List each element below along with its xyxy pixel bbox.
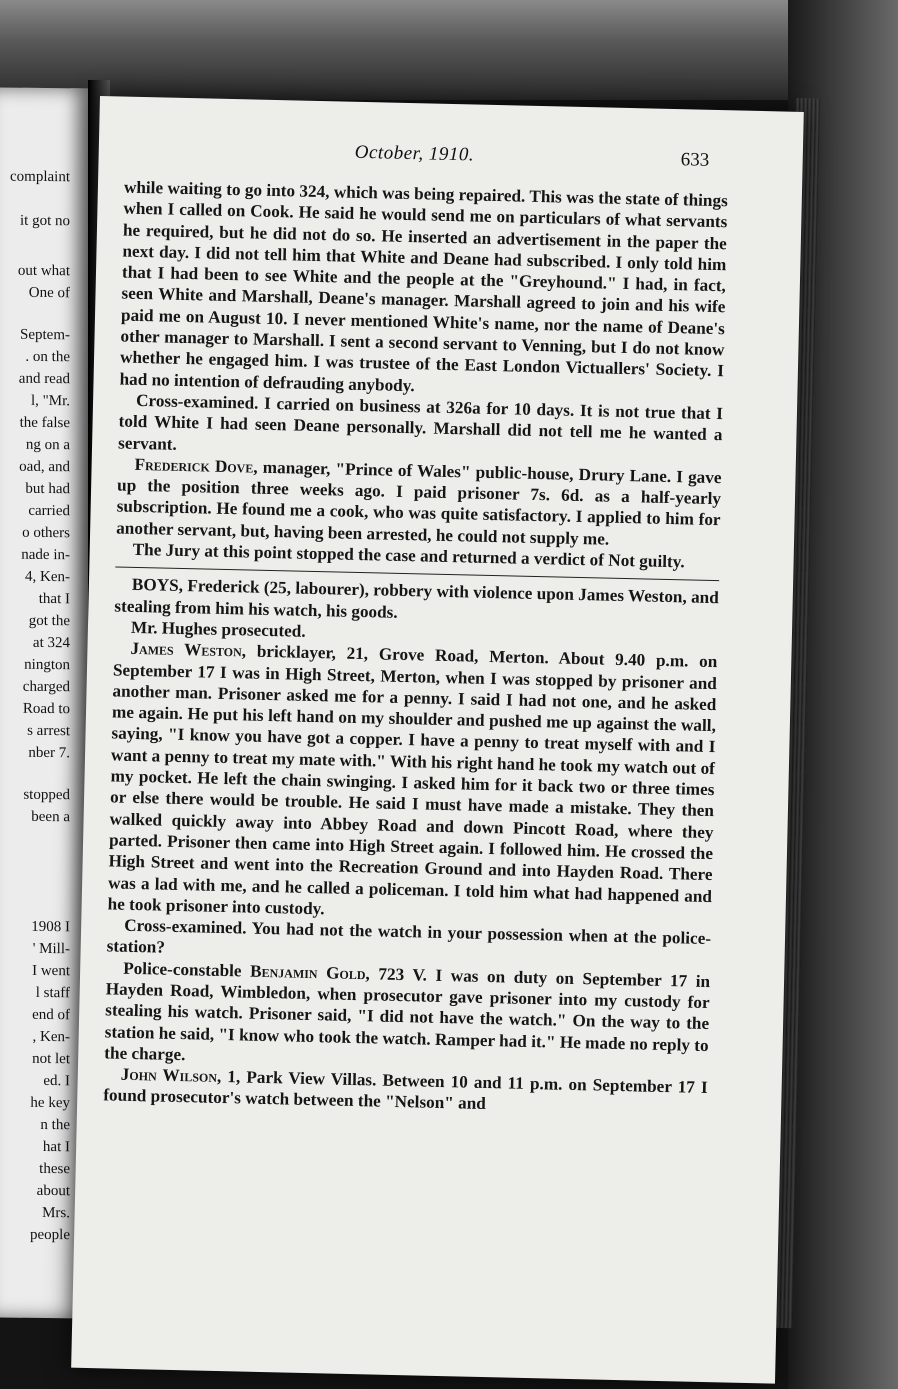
page-body (103, 177, 728, 1120)
case1-verdict: The Jury at this point stopped the case and returned a verdict of Not guilty. (132, 539, 685, 572)
left-page-line: carried (28, 502, 70, 520)
left-page-line: . on the (25, 348, 70, 366)
case2-cross-examination: Cross-examined. You had not the watch in your possession when at the police-station? (106, 915, 712, 958)
left-page-line: people (30, 1226, 70, 1244)
left-page-line: stopped (23, 786, 70, 804)
left-page-line: ' Mill- (32, 940, 70, 958)
witness-dove-text: , manager, "Prince of Wales" public-house, Drury Lane. I gave up the position three weeks ago. I paid prisoner 7s. 6d. as a half-yearly subscription. He found me a cook, who was quite satisfactory. I applied to him for another servant, but, having been arrested, he could not supply me. (115, 457, 722, 549)
left-page-line: he key (30, 1094, 70, 1112)
left-page-line: it got no (19, 212, 70, 230)
witness-name-dove: Frederick Dove (134, 454, 254, 477)
scan-background-top (0, 0, 898, 100)
book-page (71, 96, 804, 1384)
left-page-line: nington (24, 656, 70, 674)
case2-paragraph-gold (104, 957, 710, 1077)
left-page-line: Septem- (20, 326, 70, 344)
left-page-line: at 324 (32, 634, 70, 652)
witness-gold-lead: Police-constable (123, 958, 251, 981)
left-page-line: but had (25, 480, 70, 498)
witness-gold-text: , 723 V. I was on duty on September 17 in Hayden Road, Wimbledon, when prosecutor gave prisoner into my custody for stealing his watch. Prisoner said, "I did not have the watch." On the way to the station he said, "I know who took the watch. Ramper had it." He made no reply to the charge. (104, 963, 711, 1065)
case2-paragraph-weston (107, 638, 717, 928)
left-page-line: , Ken- (32, 1028, 70, 1046)
left-page-line: not let (32, 1050, 70, 1068)
left-page-line: charged (22, 678, 70, 696)
left-page-line: out what (17, 262, 70, 280)
left-page-line: 4, Ken- (25, 568, 70, 586)
left-page-line: the false (19, 414, 70, 432)
left-page-line: nber 7. (28, 744, 70, 762)
left-page-line: nade in- (21, 546, 70, 564)
case2-prosecution: Mr. Hughes prosecuted. (130, 617, 306, 641)
left-page-line: end of (32, 1006, 70, 1024)
left-page-line: l staff (35, 984, 70, 1002)
left-page-line: oad, and (19, 458, 70, 476)
page-number: 633 (680, 149, 710, 171)
case1-cross-text: Cross-examined. I carried on business at 326a for 10 days. It is not true that I told White I had seen Deane personally. Marshall did not tell me he wanted a servant. (117, 390, 724, 454)
witness-name-gold: Benjamin Gold (249, 961, 366, 983)
left-page-line: that I (38, 590, 70, 608)
case1-paragraph-witness-dove (116, 453, 722, 552)
left-page-line: ed. I (43, 1072, 70, 1090)
running-head (99, 136, 803, 176)
left-page-line: l, "Mr. (30, 392, 70, 410)
left-page-line: Mrs. (42, 1204, 70, 1222)
witness-weston-text: , bricklayer, 21, Grove Road, Merton. About 9.40 p.m. on September 17 I was in High Street, Merton, when I was stopped by prisoner and another man. Prisoner asked me for a penny. I said I had not one, and he asked me again. He put his left hand on my shoulder and pushed me up against the wall, saying, "I know you have got a copper. I have a penny to treat myself with and I want a penny to treat my mate with." With his right hand he took my watch out of my pocket. He left the chain swinging. I asked him for it back two or three times or else there would be trouble. He said I must have made a mistake. They then walked quickly away into Abbey Road and down Pincott Road, where they parted. Prisoner then came into High Street again. I followed him. He crossed the High Street and went into the Recreation Ground and into Hayden Road. There was a lad with me, and he called a policeman. I told him what had happened and he took prisoner into custody. (107, 641, 718, 919)
left-page-line: been a (31, 808, 70, 826)
left-page-line: ng on a (25, 436, 70, 454)
left-page-line: complaint (10, 168, 70, 186)
left-page-line: these (39, 1160, 70, 1178)
left-page-line: got the (28, 612, 70, 630)
case2-heading: BOYS, Frederick (25, labourer), robbery with violence upon James Weston, and stealing from him his watch, his goods. (114, 575, 719, 622)
left-page-line: about (36, 1182, 70, 1200)
witness-wilson-text: , 1, Park View Villas. Between 10 and 11 p.m. on September 17 I found prosecutor's watch between the "Nelson" and (103, 1067, 708, 1114)
witness-name-weston: James Weston (130, 639, 243, 661)
left-page-line: 1908 I (31, 918, 70, 936)
left-page-line: Road to (22, 700, 70, 718)
left-page-line: n the (40, 1116, 70, 1134)
header-date-title: October, 1910. (354, 141, 475, 166)
witness-name-wilson: John Wilson (120, 1064, 218, 1087)
left-page-line: hat I (42, 1138, 70, 1156)
left-page-line: I went (32, 962, 70, 980)
left-page-line: One of (28, 284, 70, 302)
left-page-line: and read (18, 370, 70, 388)
left-page-line: o others (22, 524, 70, 542)
left-page-line: s arrest (27, 722, 70, 740)
case1-paragraph-testimony: while waiting to go into 324, which was being repaired. This was the state of things when I called on Cook. He said he would send me on particulars of what servants he required, but he did not do so. He inserted an advertisement in the paper the next day. I did not tell him that White and Deane had subscribed. I only told him that I had been to see White and the people at the "Greyhound." I had, in fact, seen White and Marshall, Deane's manager. Marshall agreed to join and his wife paid me on August 10. I never mentioned White's name, nor the name of Deane's other manager to Marshall. I sent a second servant to Venning, but I do not know whether he engaged him. I was trustee of the East London Victuallers' Society. I had no intention of defrauding anybody. (119, 177, 729, 395)
